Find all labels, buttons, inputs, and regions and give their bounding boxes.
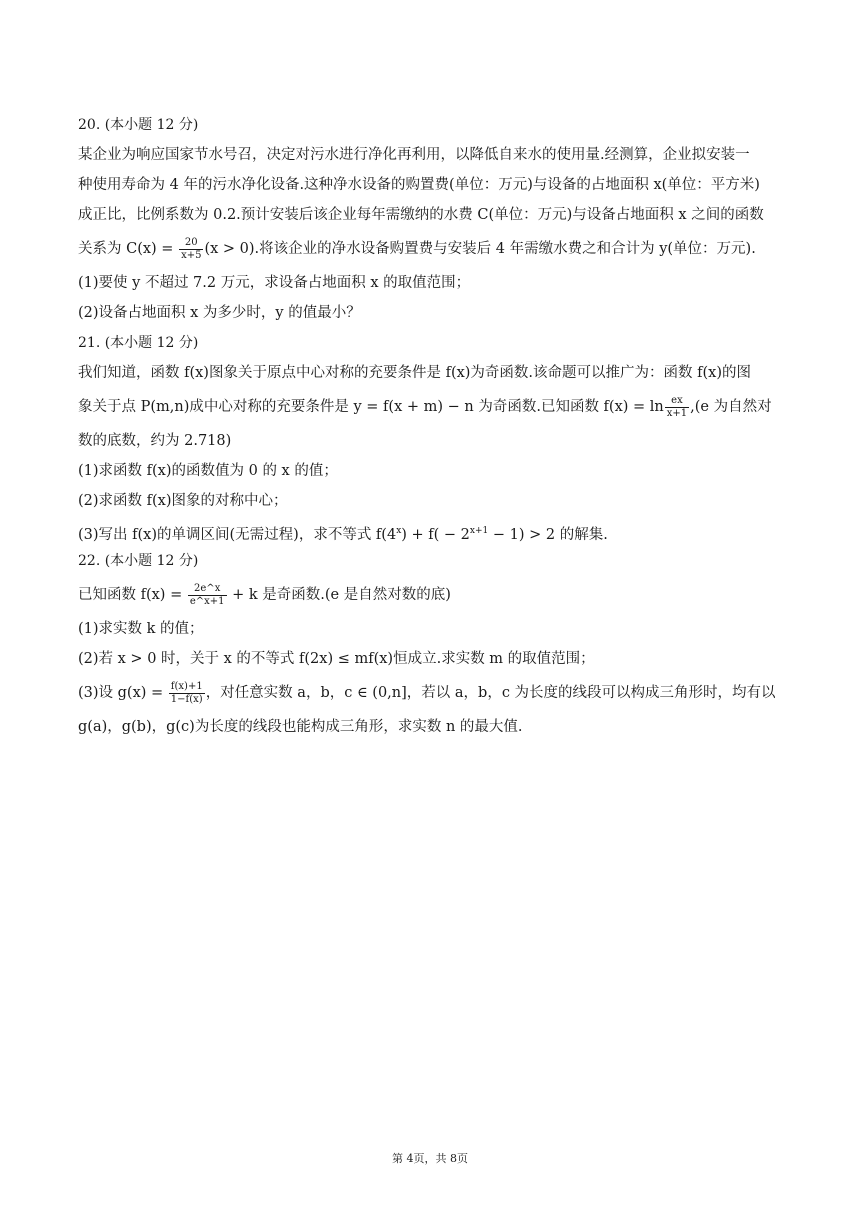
fraction-20-over-x-plus-5 [179,237,203,262]
q3-text-a: (3)写出 f(x)的单调区间(无需过程)，求不等式 f(4 [78,526,397,543]
fraction-numerator: f(x)+1 [170,680,203,692]
problem-20-line-1: 某企业为响应国家节水号召，决定对污水进行净化再利用，以降低自来水的使用量.经测算，企业拟安装一 [78,147,750,163]
problem-21-line-1: 我们知道，函数 f(x)图象关于原点中心对称的充要条件是 f(x)为奇函数.该命题可以推广为：函数 f(x)的图 [78,365,752,381]
fraction-ex-over-x-plus-1 [665,395,689,420]
problem-21-line-3: 数的底数，约为 2.718) [78,433,232,449]
problem-21-line-2-start: 象关于点 P(m,n)成中心对称的充要条件是 y = f(x + m) − n 为奇函数.已知函数 f(x) = ln [78,399,664,415]
fraction-2ex-over-ex-plus-1 [188,583,227,608]
problem-21-header: 21. (本小题 12 分) [78,335,199,351]
page-footer: 第 4页，共 8页 [392,1152,468,1165]
problem-21-line-2-end: ,(e 为自然对 [690,399,772,415]
problem-20-line-4-start: 关系为 C(x) = [78,241,179,257]
problem-20-header: 20. (本小题 12 分) [78,117,199,133]
problem-21-line-2 [78,388,784,426]
problem-20-line-4 [78,230,784,268]
q3-exponent-x: x [396,526,402,536]
fraction-denominator: e^x+1 [189,595,225,607]
problem-22-line-1 [78,576,784,614]
problem-22-question-2: (2)若 x > 0 时，关于 x 的不等式 f(2x) ≤ mf(x)恒成立.求实数 m 的取值范围； [78,651,595,667]
problem-22-line-1-start: 已知函数 f(x) = [78,587,187,603]
problem-21-question-2: (2)求函数 f(x)图象的对称中心； [78,493,288,509]
problem-20-question-1: (1)要使 y 不超过 7.2 万元，求设备占地面积 x 的取值范围； [78,275,471,291]
problem-21-question-1: (1)求函数 f(x)的函数值为 0 的 x 的值； [78,463,338,479]
problem-20-line-4-end: (x > 0).将该企业的净水设备购置费与安装后 4 年需缴水费之和合计为 y(单位：万元). [204,241,756,257]
problem-22-header: 22. (本小题 12 分) [78,553,199,569]
q3-text-b: ) + f( − 2 [401,526,470,543]
problem-22-question-3 [78,674,784,712]
fraction-denominator: x+1 [666,407,688,419]
q3-text-c: − 1) > 2 的解集. [488,526,608,543]
problem-22-question-1: (1)求实数 k 的值； [78,621,204,637]
problem-20-line-2: 种使用寿命为 4 年的污水净化设备.这种净水设备的购置费(单位：万元)与设备的占地面积 x(单位：平方米) [78,177,760,193]
fraction-denominator: 1−f(x) [170,693,203,705]
problem-21-question-3 [78,516,784,546]
q3-exponent-x-plus-1: x+1 [469,526,489,536]
problem-22-line-1-end: + k 是奇函数.(e 是自然对数的底) [227,587,451,603]
problem-content [78,110,784,742]
fraction-numerator: ex [665,395,689,408]
fraction-denominator: x+5 [181,249,202,261]
fraction-g-definition [169,681,205,706]
problem-22-question-3-line-2: g(a)，g(b)，g(c)为长度的线段也能构成三角形，求实数 n 的最大值. [78,719,523,735]
q3-text-start: (3)设 g(x) = [78,685,168,701]
fraction-numerator: 2e^x [188,583,227,596]
q3-text-end: ，对任意实数 a，b，c ∈ (0,n]，若以 a，b，c 为长度的线段可以构成三角形时，均有以 [205,685,776,701]
problem-20-question-2: (2)设备占地面积 x 为多少时，y 的值最小？ [78,305,361,321]
problem-20-line-3: 成正比，比例系数为 0.2.预计安装后该企业每年需缴纳的水费 C(单位：万元)与设备占地面积 x 之间的函数 [78,207,764,223]
fraction-numerator: 20 [179,237,203,250]
